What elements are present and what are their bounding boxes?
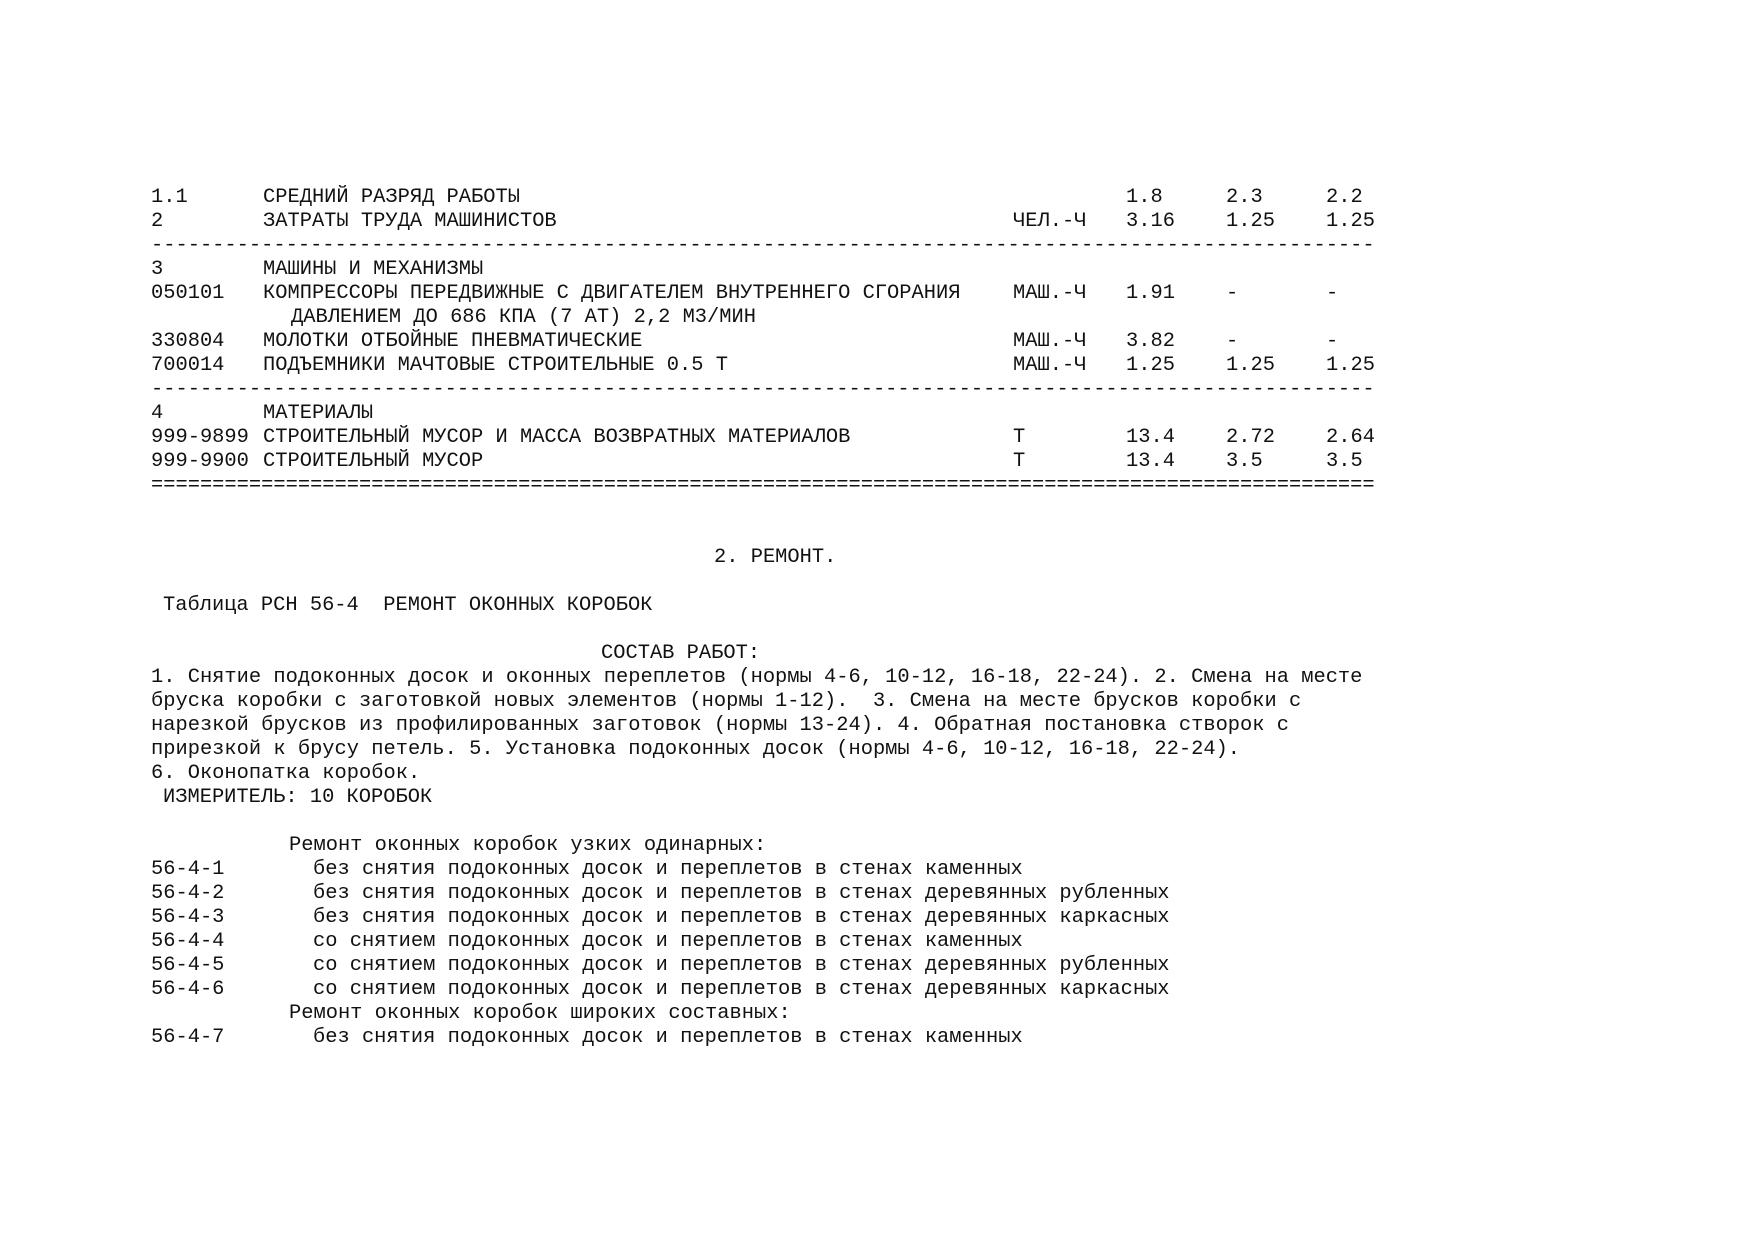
- row-value-1: 3.16: [1126, 210, 1175, 233]
- row-code: 2: [151, 210, 164, 233]
- norm-text: без снятия подоконных досок и переплетов в стенах деревянных рубленных: [313, 882, 1170, 905]
- norm-code: 56-4-6: [151, 978, 225, 1001]
- list-item: [151, 930, 1023, 954]
- row-name-continuation: ДАВЛЕНИЕМ ДО 686 КПА (7 АТ) 2,2 М3/МИН: [291, 306, 756, 329]
- row-unit: ЧЕЛ.-Ч: [1013, 210, 1087, 233]
- row-name: СРЕДНИЙ РАЗРЯД РАБОТЫ: [263, 186, 520, 209]
- row-value-3: 2.2: [1326, 186, 1363, 209]
- table-row: [151, 354, 1375, 378]
- table-row: [151, 450, 1363, 474]
- list-item: [151, 978, 1170, 1002]
- row-unit: Т: [1013, 450, 1026, 473]
- row-value-2: 1.25: [1226, 354, 1275, 377]
- section-header-row: [151, 258, 484, 282]
- table-row: [151, 426, 1375, 450]
- row-unit: Т: [1013, 426, 1026, 449]
- row-code: 700014: [151, 354, 225, 377]
- row-unit: МАШ.-Ч: [1013, 354, 1087, 377]
- work-line: 6. Оконопатка коробок.: [151, 762, 421, 785]
- norm-text: со снятием подоконных досок и переплетов в стенах каменных: [313, 930, 1023, 953]
- row-value-2: 2.3: [1226, 186, 1263, 209]
- norm-text: без снятия подоконных досок и переплетов в стенах деревянных каркасных: [313, 906, 1170, 929]
- work-line: прирезкой к брусу петель. 5. Установка подоконных досок (нормы 4-6, 10-12, 16-18, 22-24).: [151, 738, 1241, 761]
- row-value-2: -: [1226, 330, 1239, 353]
- row-code: 999-9899: [151, 426, 249, 449]
- work-heading: СОСТАВ РАБОТ:: [601, 642, 761, 665]
- row-value-1: 1.91: [1126, 282, 1175, 305]
- list-item: [151, 954, 1170, 978]
- table-row: [151, 186, 1363, 210]
- work-line: 1. Снятие подоконных досок и оконных переплетов (нормы 4-6, 10-12, 16-18, 22-24). 2. Смена на месте: [151, 666, 1363, 689]
- norm-code: 56-4-5: [151, 954, 225, 977]
- norm-text: со снятием подоконных досок и переплетов в стенах деревянных каркасных: [313, 978, 1170, 1001]
- row-name: КОМПРЕССОРЫ ПЕРЕДВИЖНЫЕ С ДВИГАТЕЛЕМ ВНУТРЕННЕГО СГОРАНИЯ: [263, 282, 961, 305]
- group-title: Ремонт оконных коробок широких составных:: [289, 1002, 791, 1025]
- section-code: 4: [151, 402, 164, 425]
- row-value-1: 3.82: [1126, 330, 1175, 353]
- norm-code: 56-4-4: [151, 930, 225, 953]
- group-title: Ремонт оконных коробок узких одинарных:: [289, 834, 767, 857]
- row-code: 330804: [151, 330, 225, 353]
- row-code: 999-9900: [151, 450, 249, 473]
- section-code: 3: [151, 258, 164, 281]
- norm-code: 56-4-7: [151, 1026, 225, 1049]
- row-code: 050101: [151, 282, 225, 305]
- row-value-1: 13.4: [1126, 450, 1175, 473]
- norm-code: 56-4-1: [151, 858, 225, 881]
- row-value-3: -: [1326, 282, 1339, 305]
- row-value-2: 1.25: [1226, 210, 1275, 233]
- dash-divider: ----------------------------------------------------------------------------------------------------: [151, 378, 1375, 401]
- norm-code: 56-4-3: [151, 906, 225, 929]
- row-name: ПОДЪЕМНИКИ МАЧТОВЫЕ СТРОИТЕЛЬНЫЕ 0.5 Т: [263, 354, 728, 377]
- row-name: ЗАТРАТЫ ТРУДА МАШИНИСТОВ: [263, 210, 557, 233]
- row-value-3: 1.25: [1326, 354, 1375, 377]
- norm-text: без снятия подоконных досок и переплетов в стенах каменных: [313, 1026, 1023, 1049]
- row-value-3: 3.5: [1326, 450, 1363, 473]
- row-value-3: -: [1326, 330, 1339, 353]
- norm-code: 56-4-2: [151, 882, 225, 905]
- section-title: МАТЕРИАЛЫ: [263, 402, 374, 425]
- row-name: МОЛОТКИ ОТБОЙНЫЕ ПНЕВМАТИЧЕСКИЕ: [263, 330, 643, 353]
- work-line: бруска коробки с заготовкой новых элементов (нормы 1-12). 3. Смена на месте брусков коробки с: [151, 690, 1302, 713]
- row-value-2: -: [1226, 282, 1239, 305]
- row-unit: МАШ.-Ч: [1013, 282, 1087, 305]
- table-heading: Таблица РСН 56-4 РЕМОНТ ОКОННЫХ КОРОБОК: [163, 594, 653, 617]
- section-title: МАШИНЫ И МЕХАНИЗМЫ: [263, 258, 484, 281]
- row-value-2: 3.5: [1226, 450, 1263, 473]
- list-item: [151, 1026, 1023, 1050]
- row-name: СТРОИТЕЛЬНЫЙ МУСОР: [263, 450, 484, 473]
- norm-text: со снятием подоконных досок и переплетов в стенах деревянных рубленных: [313, 954, 1170, 977]
- table-row: [151, 210, 1375, 234]
- row-value-1: 13.4: [1126, 426, 1175, 449]
- measure-unit: ИЗМЕРИТЕЛЬ: 10 КОРОБОК: [163, 786, 433, 809]
- row-value-1: 1.8: [1126, 186, 1163, 209]
- row-value-2: 2.72: [1226, 426, 1275, 449]
- row-unit: МАШ.-Ч: [1013, 330, 1087, 353]
- list-item: [151, 882, 1170, 906]
- row-value-3: 1.25: [1326, 210, 1375, 233]
- list-item: [151, 906, 1170, 930]
- table-row: [151, 282, 1339, 306]
- dash-divider: ----------------------------------------------------------------------------------------------------: [151, 234, 1375, 257]
- row-code: 1.1: [151, 186, 188, 209]
- section-title: 2. РЕМОНТ.: [714, 546, 837, 569]
- table-row-continuation: [151, 306, 756, 330]
- row-value-3: 2.64: [1326, 426, 1375, 449]
- row-value-1: 1.25: [1126, 354, 1175, 377]
- row-name: СТРОИТЕЛЬНЫЙ МУСОР И МАССА ВОЗВРАТНЫХ МАТЕРИАЛОВ: [263, 426, 851, 449]
- table-row: [151, 330, 1339, 354]
- section-header-row: [151, 402, 374, 426]
- work-line: нарезкой брусков из профилированных заготовок (нормы 13-24). 4. Обратная постановка створок с: [151, 714, 1289, 737]
- list-item: [151, 858, 1023, 882]
- norm-text: без снятия подоконных досок и переплетов в стенах каменных: [313, 858, 1023, 881]
- double-divider: ====================================================================================================: [151, 474, 1375, 497]
